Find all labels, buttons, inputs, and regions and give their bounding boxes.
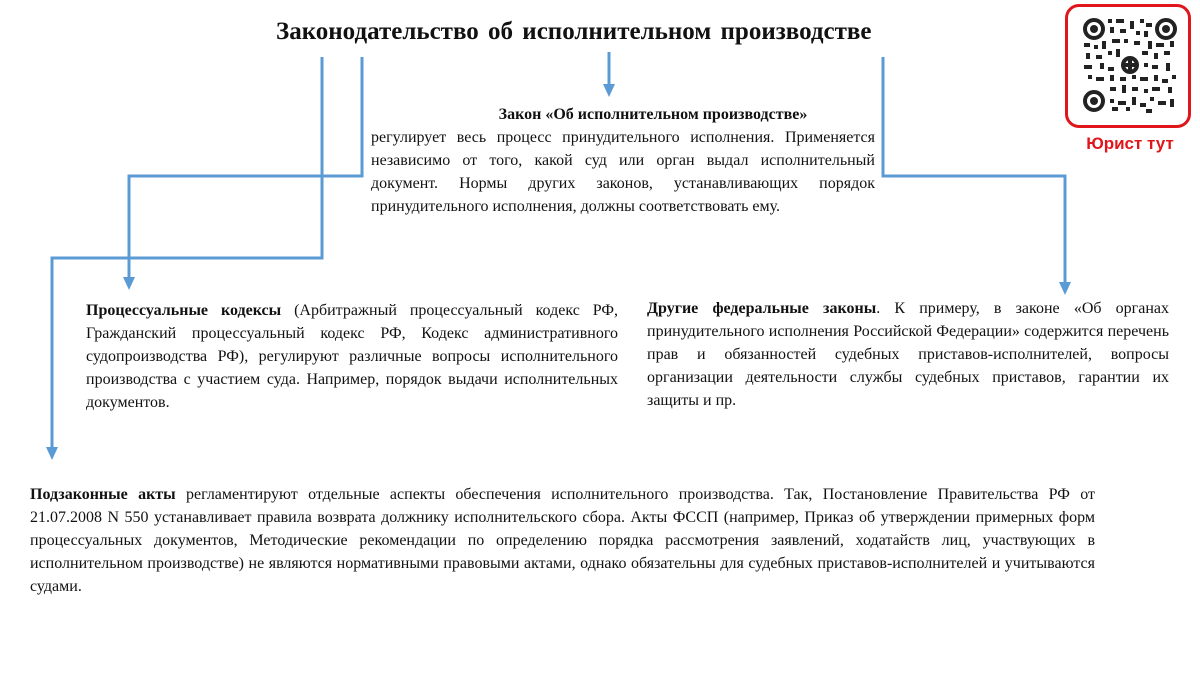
codes-heading: Процессуальные кодексы — [86, 302, 282, 319]
arrowhead-subordinate — [46, 447, 58, 460]
law-text: регулирует весь процесс принудительного исполнения. Применяется независимо от того, какой суд или орган выдал исполнительный документ. Нормы других законов, устанавливающих порядок принудительного исполнения, должны соответствовать ему. — [371, 129, 875, 215]
qr-code-badge[interactable] — [1065, 4, 1191, 128]
other-laws-heading: Другие федеральные законы — [647, 300, 877, 317]
arrowhead-codes — [123, 277, 135, 290]
other-laws-text: . К примеру, в законе «Об органах принудительного исполнения Российской Федерации» содержится перечень прав и обязанностей судебных приставов-исполнителей, вопросы организации деятельности службы судебных приставов, гарантии их защиты и пр. — [647, 300, 1169, 409]
codes-block — [86, 299, 618, 414]
page-title: Законодательство об исполнительном производстве — [276, 18, 872, 45]
subordinate-acts-block — [30, 483, 1095, 598]
other-laws-block — [647, 297, 1169, 412]
arrowhead-law — [603, 84, 615, 97]
subordinate-acts-text: регламентируют отдельные аспекты обеспечения исполнительного производства. Так, Постановление Правительства РФ от 21.07.2008 N 550 устанавливает правила возврата должнику исполнительского сбора. Акты ФССП (например, Приказ об утверждении примерных форм процессуальных документов, Методические рекомендации по определению порядка рассмотрения заявлений, ходатайств лиц, участвующих в исполнительном производстве) не являются нормативными правовыми актами, однако обязательны для судебных приставов-исполнителей и учитываются судами. — [30, 486, 1096, 595]
law-block — [371, 103, 875, 218]
codes-text: (Арбитражный процессуальный кодекс РФ, Гражданский процессуальный кодекс РФ, Кодекс административного судопроизводства РФ), регулируют различные вопросы исполнительного производства с участием суда. Например, порядок выдачи исполнительных документов. — [86, 302, 619, 411]
connector-other — [883, 57, 1065, 284]
subordinate-acts-heading: Подзаконные акты — [30, 486, 176, 503]
brand-label: Юрист тут — [1086, 134, 1174, 153]
law-heading: Закон «Об исполнительном производстве» — [498, 106, 808, 123]
arrowhead-other — [1059, 282, 1071, 295]
connector-codes — [129, 57, 362, 279]
qr-code-icon — [1082, 17, 1178, 113]
